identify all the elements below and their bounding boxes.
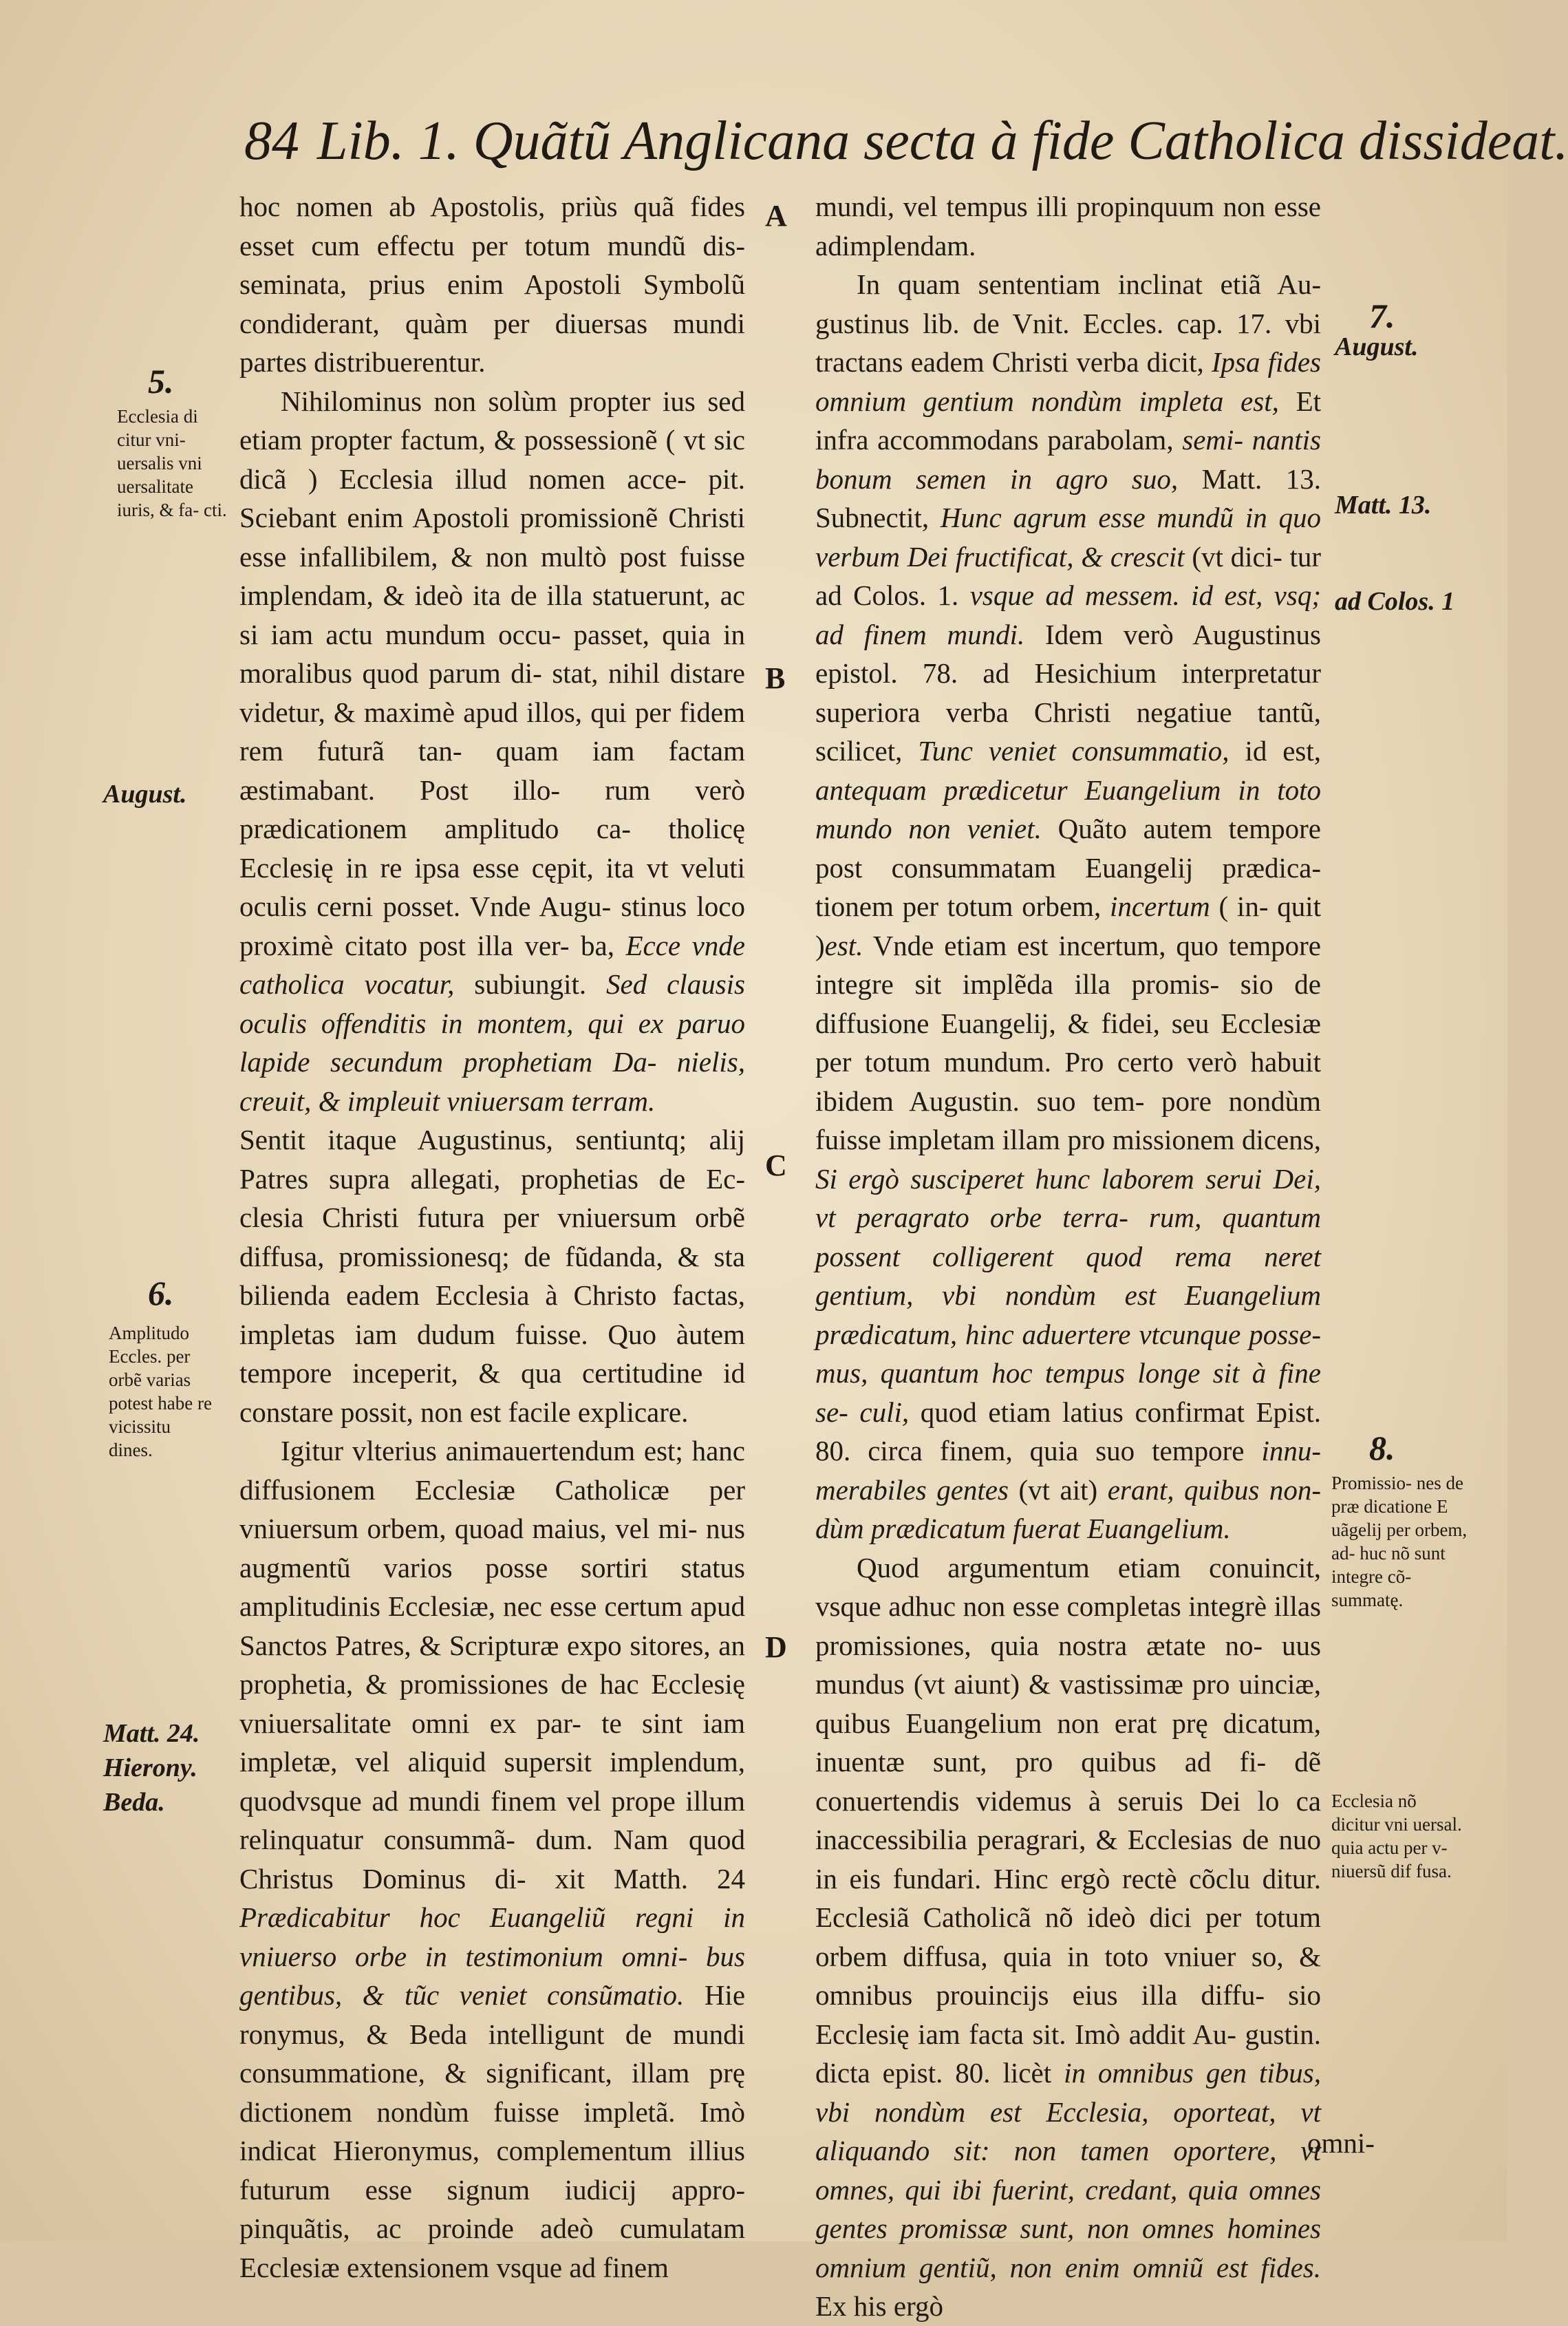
left-column (239, 187, 745, 2287)
margin-ref-matt13: Matt. 13. (1335, 491, 1432, 520)
margin-number-7: 7. (1369, 297, 1395, 335)
running-title: Lib. 1. Quãtũ Anglicana secta à fide Catholica dissideat. (317, 111, 1568, 171)
margin-note-ecclesia: Ecclesia nõ dicitur vni uersal. quia actu per v- niuersũ dif fusa. (1331, 1791, 1462, 1881)
page-number: 84 (244, 111, 299, 171)
paragraph: mundi, vel tempus illi propinquum non esse adimplendam. (815, 191, 1321, 262)
catchword: omni- (1307, 2127, 1375, 2159)
margin-ref-matt24: Matt. 24. (103, 1719, 200, 1748)
margin-number-6: 6. (148, 1274, 174, 1312)
paragraph: Quod argumentum etiam conuincit, vsque adhuc non esse completas integrè illas promissiones, quia nostra ætate no- uus mundus (vt aiunt) & vastissimæ pro uinciæ, quibus Euangelium non erat prę dicatum, inuentæ sunt, pro quibus ad fi- dẽ conuertendis videmus à seruis Dei lo ca inaccessibilia peragrari, & Ecclesias de nuo in eis fundari. Hinc ergò rectè cõclu ditur. Ecclesiã Catholicã nõ ideò dici per totum orbem diffusa, quia in toto vniuer so, & omnibus prouincijs eius illa diffu- sio Ecclesię iam facta sit. Imò addit Au- gustin. dicta epist. 80. licèt in omnibus gen tibus, vbi nondùm est Ecclesia, oporteat, vt aliquando sit: non tamen oportere, vt omnes, qui ibi fuerint, credant, quia omnes gentes promissæ sunt, non omnes homines omnium gentiũ, non enim omniũ est fides. Ex his ergò (815, 1551, 1321, 2322)
margin-ref-beda: Beda. (103, 1788, 165, 1817)
section-letter-a: A (765, 199, 787, 233)
margin-ref-hierony: Hierony. (103, 1753, 197, 1782)
paragraph: hoc nomen ab Apostolis, priùs quã fides esset cum effectu per totum mundũ dis- seminata, prius enim Apostoli Symbolũ condiderant, quàm per diuersas mundi partes distribuerentur. (239, 191, 745, 378)
running-header (244, 103, 1568, 179)
margin-ref-august: August. (103, 780, 187, 809)
section-letter-b: B (765, 661, 786, 695)
section-letter-d: D (765, 1630, 787, 1664)
margin-number-8: 8. (1369, 1429, 1395, 1467)
right-column (815, 187, 1321, 2326)
margin-ref-august-right: August. (1335, 332, 1419, 361)
margin-number-5: 5. (148, 362, 174, 401)
paragraph: Igitur vlterius animauertendum est; hanc diffusionem Ecclesiæ Catholicæ per vniuersum orbem, quoad maius, vel mi- nus augmentũ varios posse sortiri status amplitudinis Ecclesiæ, nec esse certum apud Sanctos Patres, & Scripturæ expo sitores, an prophetia, & promissiones de hac Ecclesię vniuersalitate omni ex par- te sint iam impletæ, vel aliquid supersit implendum, quodvsque ad mundi finem vel prope illum relinquatur consummã- dum. Nam quod Christus Dominus di- xit Matth. 24 Prædicabitur hoc Euangeliũ regni in vniuerso orbe in testimonium omni- bus gentibus, & tũc veniet consũmatio. Hie ronymus, & Beda intelligunt de mundi consummatione, & significant, illam prę dictionem nondùm fuisse impletã. Imò indicat Hieronymus, complementum illius futurum esse signum iudicij appro- pinquãtis, ac proinde adeò cumulatam Ecclesiæ extensionem vsque ad finem (239, 1435, 746, 2283)
margin-ref-colos: ad Colos. 1 (1335, 587, 1455, 616)
margin-note-promissiones: Promissio- nes de præ dicatione E uãgelij per orbem, ad- huc nõ sunt integre cõ- summatę. (1331, 1473, 1468, 1610)
margin-note-universalitate: Ecclesia di citur vni- uersalis vni uersalitate iuris, & fa- cti. (117, 406, 227, 520)
section-letter-c: C (765, 1149, 787, 1182)
paragraph: Sentit itaque Augustinus, sentiuntq; alij Patres supra allegati, prophetias de Ec- clesia Christi futura per vniuersum orbẽ diffusa, promissionesq; de fũdanda, & sta bilienda eadem Ecclesia à Christo factas, impletas iam dudum fuisse. Quo àutem tempore inceperit, & qua certitudine id constare possit, non est facile explicare. (239, 1124, 745, 1428)
paragraph: In quam sententiam inclinat etiã Au- gustinus lib. de Vnit. Eccles. cap. 17. vbi tractans eadem Christi verba dicit, Ipsa fides omnium gentium nondùm impleta est, Et infra accommodans parabolam, semi- nantis bonum semen in agro suo, Matt. 13. Subnectit, Hunc agrum esse mundũ in quo verbum Dei fructificat, & crescit (vt dici- tur ad Colos. 1. vsque ad messem. id est, vsq; ad finem mundi. Idem verò Augustinus epistol. 78. ad Hesichium interpretatur superiora verba Christi negatiue tantũ, scilicet, Tunc veniet consummatio, id est, antequam prædicetur Euangelium in toto mundo non veniet. Quãto autem tempore post consummatam Euangelij prædica- tionem per totum orbem, incertum ( in- quit )est. Vnde etiam est incertum, quo tempore integre sit implẽda illa promis- sio de diffusione Euangelij, & fidei, seu Ecclesiæ per totum mundum. Pro certo verò habuit ibidem Augustin. suo tem- pore nondùm fuisse impletam illam pro missionem dicens, Si ergò susciperet hunc laborem serui Dei, vt peragrato orbe terra- rum, quantum possent colligerent quod rema neret gentium, vbi nondùm est Euangelium prædicatum, hinc aduertere vtcunque posse- mus, quantum hoc tempus longe sit à fine se- culi, quod etiam latius confirmat Epist. 80. circa finem, quia suo tempore innu- merabiles gentes (vt ait) erant, quibus non- dùm prædicatum fuerat Euangelium. (815, 268, 1322, 1544)
margin-note-amplitudo: Amplitudo Eccles. per orbẽ varias potest habe re vicissitu dines. (109, 1323, 212, 1460)
paragraph: Nihilominus non solùm propter ius sed etiam propter factum, & possessionẽ ( vt sic dicã ) Ecclesia illud nomen acce- pit. Sciebant enim Apostoli promissionẽ Christi esse infallibilem, & non multò post fuisse implendam, & ideò ita de illa statuerunt, ac si iam actu mundum occu- passet, quia in moralibus quod parum di- stat, nihil distare videtur, & maximè apud illos, qui per fidem rem futurã tan- quam iam factam æstimabant. Post illo- rum verò prædicationem amplitudo ca- tholicę Ecclesię in re ipsa esse cępit, ita vt veluti oculis cerni posset. Vnde Augu- stinus loco proximè citato post illa ver- ba, Ecce vnde catholica vocatur, subiungit. Sed clausis oculis offenditis in montem, qui ex paruo lapide secundum prophetiam Da- nielis, creuit, & impleuit vniuersam terram. (239, 385, 745, 1117)
